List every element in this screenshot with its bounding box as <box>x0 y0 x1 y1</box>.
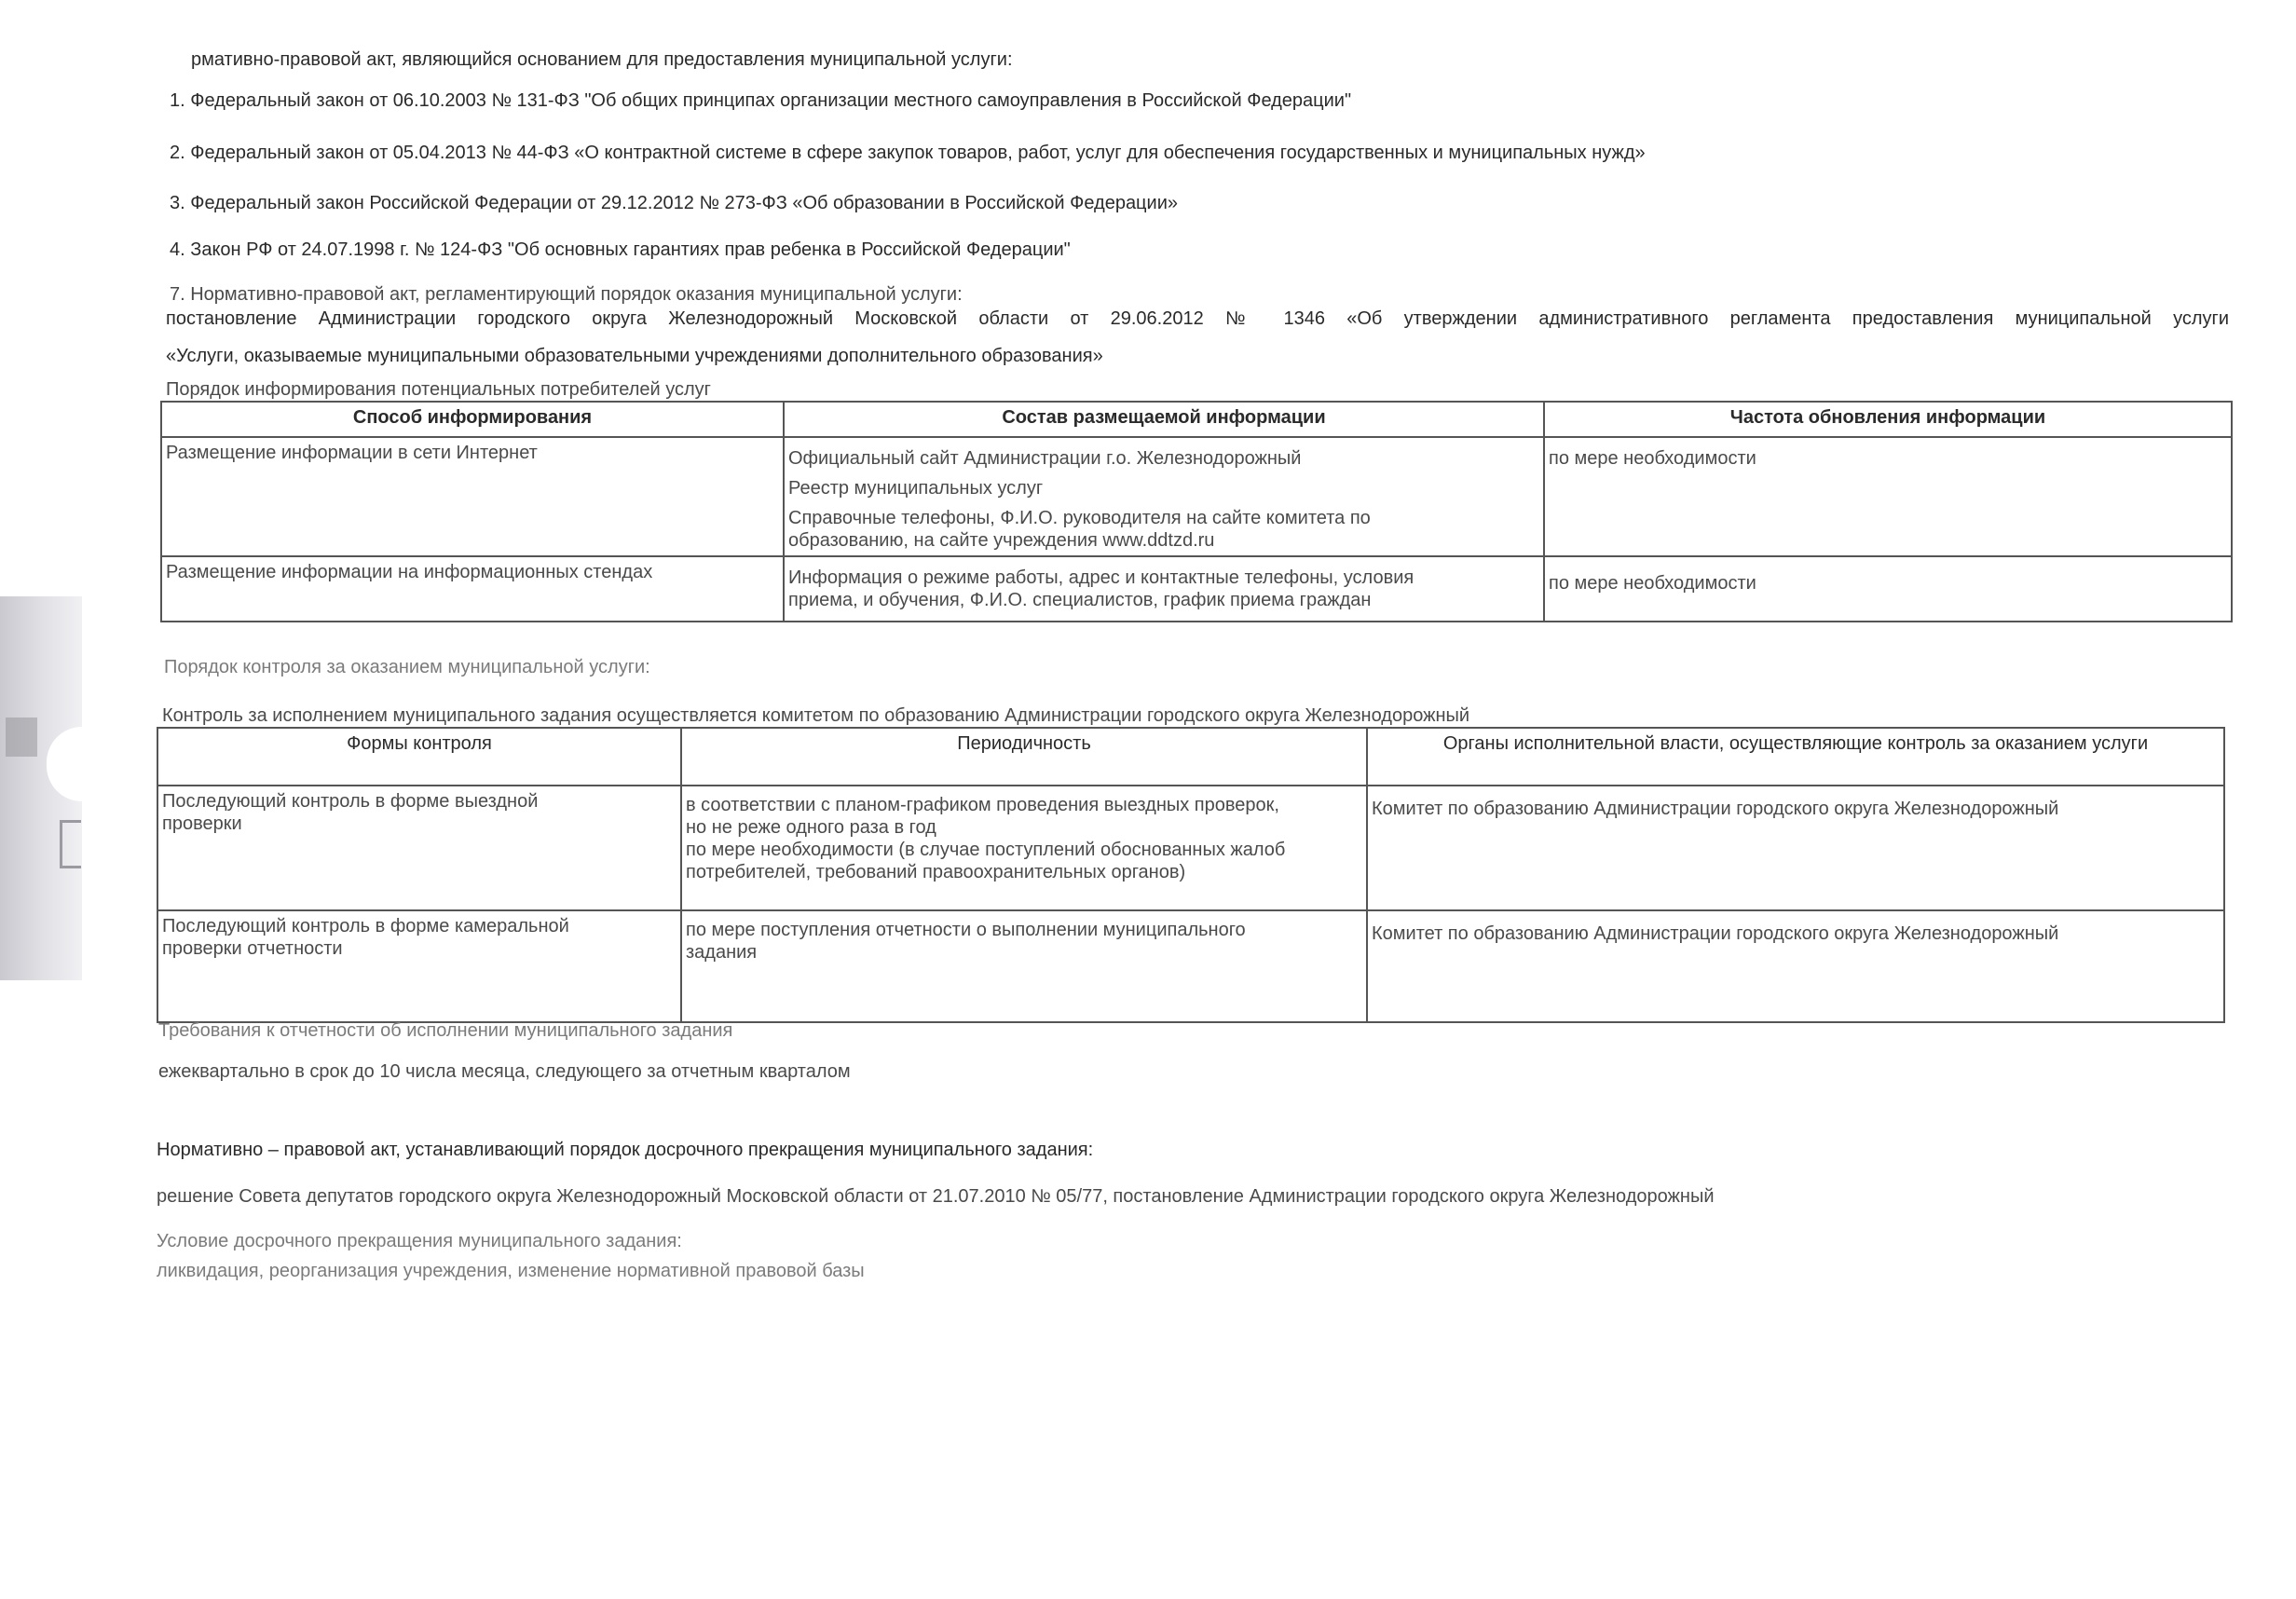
legal-basis-item-3: 3. Федеральный закон Российской Федерации от 29.12.2012 № 273-ФЗ «Об образовании в Российской Федерации» <box>170 193 1178 213</box>
reporting-title: Требования к отчетности об исполнении муниципального задания <box>158 1020 733 1041</box>
control-form-line: Последующий контроль в форме выездной <box>162 791 539 812</box>
control-form-line: Последующий контроль в форме камеральной <box>162 916 569 936</box>
control-period-line: задания <box>686 942 758 963</box>
termination-condition-text: ликвидация, реорганизация учреждения, изменение нормативной правовой базы <box>157 1261 865 1281</box>
scan-edge-bracket <box>60 820 81 868</box>
info-content-line: приема, и обучения, Ф.И.О. специалистов, график приема граждан <box>788 590 1372 610</box>
control-period-line: по мере необходимости (в случае поступлений обоснованных жалоб <box>686 840 1286 860</box>
control-cell-form <box>157 786 681 910</box>
control-form-line: проверки <box>162 813 242 834</box>
control-form-line: проверки отчетности <box>162 938 343 959</box>
termination-act-title: Нормативно – правовой акт, устанавливающий порядок досрочного прекращения муниципального задания: <box>157 1140 1094 1160</box>
control-subtitle: Контроль за исполнением муниципального задания осуществляется комитетом по образованию Администрации городского округа Железнодорожный <box>162 705 1470 726</box>
info-cell-method: Размещение информации в сети Интернет <box>161 437 784 556</box>
info-cell-method: Размещение информации на информационных стендах <box>161 556 784 622</box>
legal-basis-item-1: 1. Федеральный закон от 06.10.2003 № 131-ФЗ "Об общих принципах организации местного самоуправления в Российской Федерации" <box>170 90 1352 111</box>
info-table-header-row <box>161 402 2232 437</box>
info-content-line: образованию, на сайте учреждения www.ddtzd.ru <box>788 530 1215 551</box>
regulation-line-1: постановление Администрации городского округа Железнодорожный Московской области от 29.06.2012 № 1346 «Об утверждении административного регламента предоставления муниципальной услуги <box>166 308 2229 329</box>
legal-basis-item-2: 2. Федеральный закон от 05.04.2013 № 44-ФЗ «О контрактной системе в сфере закупок товаров, работ, услуг для обеспечения государственных и муниципальных нужд» <box>170 143 1646 163</box>
control-period-line: в соответствии с планом-графиком проведения выездных проверок, <box>686 795 1279 815</box>
control-header-period: Периодичность <box>681 728 1367 786</box>
control-cell-period <box>681 910 1367 1022</box>
info-header-frequency: Частота обновления информации <box>1544 402 2232 437</box>
info-content-line: Справочные телефоны, Ф.И.О. руководителя на сайте комитета по <box>788 508 1371 528</box>
control-period-line: но не реже одного раза в год <box>686 817 936 838</box>
control-period-line: по мере поступления отчетности о выполнении муниципального <box>686 920 1246 940</box>
info-cell-content <box>784 437 1544 556</box>
info-table <box>160 401 2233 622</box>
control-cell-body: Комитет по образованию Администрации городского округа Железнодорожный <box>1367 786 2224 910</box>
legal-basis-item-4: 4. Закон РФ от 24.07.1998 г. № 124-ФЗ "Об основных гарантиях прав ребенка в Российской Федерации" <box>170 239 1071 260</box>
scan-edge-mark <box>6 718 37 757</box>
table-row <box>161 437 2232 556</box>
termination-act-text: решение Совета депутатов городского округа Железнодорожный Московской области от 21.07.2010 № 05/77, постановление Администрации городского округа Железнодорожный <box>157 1186 1715 1207</box>
info-content-line: Информация о режиме работы, адрес и контактные телефоны, условия <box>788 567 1414 588</box>
regulation-line-2: «Услуги, оказываемые муниципальными образовательными учреждениями дополнительного образования» <box>166 346 1103 366</box>
info-content-line: Реестр муниципальных услуг <box>788 478 1044 499</box>
control-table <box>157 727 2225 1023</box>
control-cell-form <box>157 910 681 1022</box>
table-row <box>157 910 2224 1022</box>
control-period-line: потребителей, требований правоохранительных органов) <box>686 862 1186 882</box>
info-cell-frequency: по мере необходимости <box>1544 556 2232 622</box>
table-row <box>157 786 2224 910</box>
reporting-text: ежеквартально в срок до 10 числа месяца, следующего за отчетным кварталом <box>158 1061 851 1082</box>
info-content-line: Официальный сайт Администрации г.о. Железнодорожный <box>788 448 1302 469</box>
info-header-content: Состав размещаемой информации <box>784 402 1544 437</box>
control-header-form: Формы контроля <box>157 728 681 786</box>
info-cell-frequency: по мере необходимости <box>1544 437 2232 556</box>
control-table-header-row <box>157 728 2224 786</box>
termination-condition-title: Условие досрочного прекращения муниципального задания: <box>157 1231 682 1251</box>
info-cell-content <box>784 556 1544 622</box>
control-header-body: Органы исполнительной власти, осуществляющие контроль за оказанием услуги <box>1367 728 2224 786</box>
control-cell-period <box>681 786 1367 910</box>
info-header-method: Способ информирования <box>161 402 784 437</box>
control-title: Порядок контроля за оказанием муниципальной услуги: <box>164 657 650 677</box>
table-row <box>161 556 2232 622</box>
control-cell-body: Комитет по образованию Администрации городского округа Железнодорожный <box>1367 910 2224 1022</box>
info-table-caption: Порядок информирования потенциальных потребителей услуг <box>166 379 711 400</box>
legal-basis-title: рмативно-правовой акт, являющийся основанием для предоставления муниципальной услуги: <box>191 49 1013 70</box>
regulation-title: 7. Нормативно-правовой акт, регламентирующий порядок оказания муниципальной услуги: <box>170 284 963 305</box>
